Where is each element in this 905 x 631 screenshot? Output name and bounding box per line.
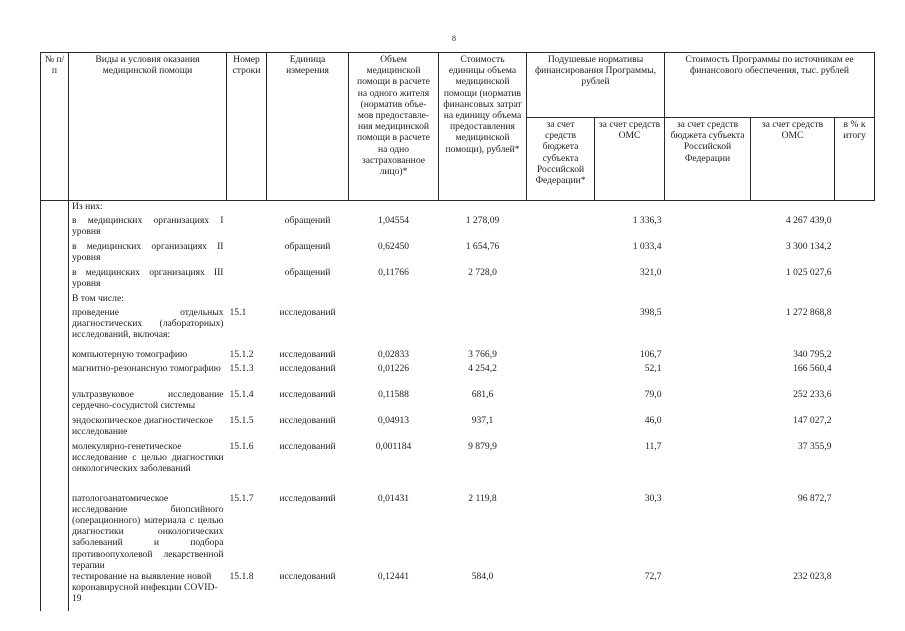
row-percap-budget bbox=[527, 307, 595, 349]
row-name: тестирование на выявление новой коронавирусной инфекции COVID-19 bbox=[72, 570, 218, 605]
row-percap-budget bbox=[527, 241, 595, 267]
row-volume: 0,11766 bbox=[378, 266, 409, 278]
row-cost bbox=[439, 307, 527, 349]
row-program-percent bbox=[835, 363, 875, 389]
row-unit bbox=[267, 293, 349, 307]
header-num: № п/п bbox=[41, 53, 69, 201]
table-row bbox=[41, 493, 875, 571]
row-program-budget bbox=[665, 493, 751, 571]
table-body bbox=[41, 201, 875, 611]
row-line-number: 15.1.8 bbox=[229, 570, 254, 582]
row-program-budget bbox=[665, 241, 751, 267]
row-volume: 1,04554 bbox=[377, 214, 410, 226]
row-number-cell bbox=[41, 241, 69, 267]
row-volume bbox=[349, 293, 439, 307]
row-program-budget bbox=[665, 571, 751, 611]
row-program-percent bbox=[835, 293, 875, 307]
row-percap-oms: 1 336,3 bbox=[632, 214, 662, 226]
row-program-oms: 37 355,9 bbox=[797, 440, 832, 452]
row-program-oms: 96 872,7 bbox=[797, 492, 832, 504]
row-program-budget bbox=[665, 293, 751, 307]
row-number-cell bbox=[41, 349, 69, 363]
row-cost bbox=[439, 201, 527, 215]
table-row bbox=[41, 241, 875, 267]
row-program-oms: 166 560,4 bbox=[793, 362, 832, 374]
table-row bbox=[41, 267, 875, 293]
row-number-cell bbox=[41, 201, 69, 215]
row-volume bbox=[349, 307, 439, 349]
row-unit: исследований bbox=[279, 570, 336, 582]
row-program-percent bbox=[835, 389, 875, 415]
row-program-percent bbox=[835, 201, 875, 215]
row-unit: обращений bbox=[284, 214, 331, 226]
row-unit: исследований bbox=[279, 440, 336, 452]
row-volume: 0,01226 bbox=[377, 362, 410, 374]
table-row bbox=[41, 201, 875, 215]
header-volume: Объем медицинской помощи в расчете на одного жителя (норматив объе- мов предоставле- ния медицинской помощи в расчете на одно застрахованное лицо)* bbox=[349, 53, 439, 201]
row-program-budget bbox=[665, 389, 751, 415]
row-name: проведение отдельных диагностических (лабораторных) исследований, включая: bbox=[72, 306, 224, 340]
row-program-oms: 232 023,8 bbox=[793, 570, 832, 582]
header-cost: Стоимость единицы объема медицинской помощи (норматив финансовых затрат на единицу объема предоставления медицинской помощи), рублей* bbox=[439, 53, 527, 201]
table-row bbox=[41, 215, 875, 241]
row-volume: 0,01431 bbox=[377, 492, 410, 504]
row-program-budget bbox=[665, 415, 751, 441]
row-line-number: 15.1.6 bbox=[229, 440, 254, 452]
row-line-number bbox=[227, 267, 267, 293]
row-program-percent bbox=[835, 415, 875, 441]
row-unit: обращений bbox=[284, 266, 331, 278]
row-program-oms: 1 272 868,8 bbox=[785, 306, 832, 318]
row-percap-oms: 1 033,4 bbox=[632, 240, 662, 252]
row-percap-oms: 398,5 bbox=[639, 306, 662, 318]
row-name: Из них: bbox=[72, 201, 103, 212]
row-percap-oms bbox=[595, 293, 665, 307]
row-percap-oms: 72,7 bbox=[644, 570, 662, 582]
row-program-budget bbox=[665, 215, 751, 241]
row-program-budget bbox=[665, 201, 751, 215]
row-program-oms: 4 267 439,0 bbox=[785, 214, 832, 226]
row-unit: исследований bbox=[279, 414, 336, 426]
row-volume: 0,11588 bbox=[378, 388, 409, 400]
row-program-percent bbox=[835, 441, 875, 493]
row-program-percent bbox=[835, 307, 875, 349]
row-percap-budget bbox=[527, 215, 595, 241]
row-line-number: 15.1.5 bbox=[229, 414, 254, 426]
header-program-cost: Стоимость Программы по источникам ее финансового обеспечения, тыс. рублей bbox=[665, 53, 875, 118]
row-program-percent bbox=[835, 571, 875, 611]
table-row bbox=[41, 571, 875, 611]
row-volume: 0,12441 bbox=[377, 570, 410, 582]
row-name: патологоанатомическое исследование биопсийного (операционного) материала с целью диагностики онкологических заболеваний и подбора противоопухолевой лекарственной терапии bbox=[72, 492, 224, 571]
header-program-budget: за счет средств бюджета субъекта Российской Федерации bbox=[665, 118, 751, 201]
row-percap-oms: 79,0 bbox=[644, 388, 662, 400]
row-program-budget bbox=[665, 363, 751, 389]
row-name: в медицинских организациях III уровня bbox=[72, 266, 224, 289]
row-unit bbox=[267, 201, 349, 215]
row-percap-oms: 106,7 bbox=[639, 348, 662, 360]
row-percap-budget bbox=[527, 415, 595, 441]
row-percap-budget bbox=[527, 349, 595, 363]
row-cost bbox=[439, 293, 527, 307]
row-unit: исследований bbox=[279, 362, 336, 374]
row-volume: 0,62450 bbox=[377, 240, 410, 252]
row-number-cell bbox=[41, 215, 69, 241]
row-program-oms bbox=[751, 293, 835, 307]
row-name: магнитно-резонансную томографию bbox=[72, 362, 221, 374]
row-percap-budget bbox=[527, 389, 595, 415]
row-number-cell bbox=[41, 415, 69, 441]
row-number-cell bbox=[41, 441, 69, 493]
row-cost: 2 728,0 bbox=[468, 266, 497, 278]
row-cost: 2 119,8 bbox=[468, 492, 497, 504]
row-line-number bbox=[227, 215, 267, 241]
row-program-oms bbox=[751, 201, 835, 215]
row-name: ультразвуковое исследование сердечно-сосудистой системы bbox=[72, 388, 224, 411]
row-name: В том числе: bbox=[72, 292, 124, 304]
header-per-capita: Подушевые нормативы финансирования Программы, рублей bbox=[527, 53, 665, 118]
table-row bbox=[41, 389, 875, 415]
row-number-cell bbox=[41, 389, 69, 415]
table-row bbox=[41, 349, 875, 363]
row-volume: 0,04913 bbox=[377, 414, 410, 426]
row-number-cell bbox=[41, 571, 69, 611]
row-line-number: 15.1.4 bbox=[229, 388, 254, 400]
row-percap-oms: 52,1 bbox=[644, 362, 662, 374]
table-row bbox=[41, 363, 875, 389]
header-per-capita-budget: за счет средств бюджета субъекта Российской Федерации* bbox=[527, 118, 595, 201]
row-percap-budget bbox=[527, 493, 595, 571]
row-percap-budget bbox=[527, 441, 595, 493]
row-line-number: 15.1.3 bbox=[229, 362, 254, 374]
header-program-percent: в % к итогу bbox=[835, 118, 875, 201]
program-cost-table bbox=[40, 52, 875, 611]
row-unit: исследований bbox=[279, 492, 336, 504]
table-row bbox=[41, 441, 875, 493]
row-program-oms: 340 795,2 bbox=[793, 348, 832, 360]
row-cost: 3 766,9 bbox=[468, 348, 497, 360]
row-number-cell bbox=[41, 267, 69, 293]
row-program-percent bbox=[835, 349, 875, 363]
row-volume bbox=[349, 201, 439, 215]
row-volume: 0,001184 bbox=[375, 440, 412, 452]
row-percap-oms: 30,3 bbox=[644, 492, 662, 504]
row-unit: исследований bbox=[279, 306, 336, 318]
row-percap-oms: 321,0 bbox=[639, 266, 662, 278]
row-percap-budget bbox=[527, 571, 595, 611]
row-name: эндоскопическое диагностическое исследование bbox=[72, 414, 213, 437]
table-row bbox=[41, 293, 875, 307]
row-program-budget bbox=[665, 349, 751, 363]
row-line-number bbox=[227, 241, 267, 267]
row-number-cell bbox=[41, 307, 69, 349]
row-number-cell bbox=[41, 363, 69, 389]
row-percap-budget bbox=[527, 267, 595, 293]
row-cost: 681,6 bbox=[471, 388, 494, 400]
row-unit: исследований bbox=[279, 388, 336, 400]
row-line-number bbox=[227, 293, 267, 307]
row-cost: 9 879,9 bbox=[468, 440, 497, 452]
header-kind: Виды и условия оказания медицинской помощи bbox=[69, 53, 227, 201]
row-unit: исследований bbox=[279, 348, 336, 360]
page-number: 8 bbox=[452, 34, 456, 43]
row-line-number: 15.1 bbox=[229, 306, 247, 318]
row-line-number bbox=[227, 201, 267, 215]
row-program-budget bbox=[665, 307, 751, 349]
row-program-percent bbox=[835, 493, 875, 571]
row-volume: 0,02833 bbox=[377, 348, 410, 360]
table-row bbox=[41, 415, 875, 441]
row-program-oms: 1 025 027,6 bbox=[785, 266, 832, 278]
row-percap-oms bbox=[595, 201, 665, 215]
row-program-budget bbox=[665, 267, 751, 293]
row-program-oms: 147 027,2 bbox=[793, 414, 832, 426]
row-line-number: 15.1.7 bbox=[229, 492, 254, 504]
header-program-oms: за счет средств ОМС bbox=[751, 118, 835, 201]
row-percap-oms: 46,0 bbox=[644, 414, 662, 426]
row-cost: 1 278,09 bbox=[465, 214, 500, 226]
row-program-oms: 252 233,6 bbox=[793, 388, 832, 400]
row-cost: 1 654,76 bbox=[465, 240, 500, 252]
row-cost: 584,0 bbox=[471, 570, 494, 582]
row-program-budget bbox=[665, 441, 751, 493]
row-number-cell bbox=[41, 293, 69, 307]
row-percap-oms: 11,7 bbox=[645, 440, 662, 452]
header-unit: Единица измерения bbox=[267, 53, 349, 201]
row-line-number: 15.1.2 bbox=[229, 348, 254, 360]
row-percap-budget bbox=[527, 293, 595, 307]
header-row-number: Номер строки bbox=[227, 53, 267, 201]
row-percap-budget bbox=[527, 363, 595, 389]
row-number-cell bbox=[41, 493, 69, 571]
row-cost: 4 254,2 bbox=[468, 362, 497, 374]
row-unit: обращений bbox=[284, 240, 331, 252]
row-name: компьютерную томографию bbox=[72, 348, 188, 360]
row-name: в медицинских организациях II уровня bbox=[72, 240, 224, 263]
row-percap-budget bbox=[527, 201, 595, 215]
row-program-percent bbox=[835, 267, 875, 293]
row-program-percent bbox=[835, 241, 875, 267]
header-per-capita-oms: за счет средств ОМС bbox=[595, 118, 665, 201]
row-program-oms: 3 300 134,2 bbox=[785, 240, 832, 252]
row-program-percent bbox=[835, 215, 875, 241]
table-row bbox=[41, 307, 875, 349]
row-cost: 937,1 bbox=[471, 414, 494, 426]
row-name: молекулярно-генетическое исследование с целью диагностики онкологических заболеваний bbox=[72, 440, 224, 474]
row-name: в медицинских организациях I уровня bbox=[72, 214, 224, 237]
